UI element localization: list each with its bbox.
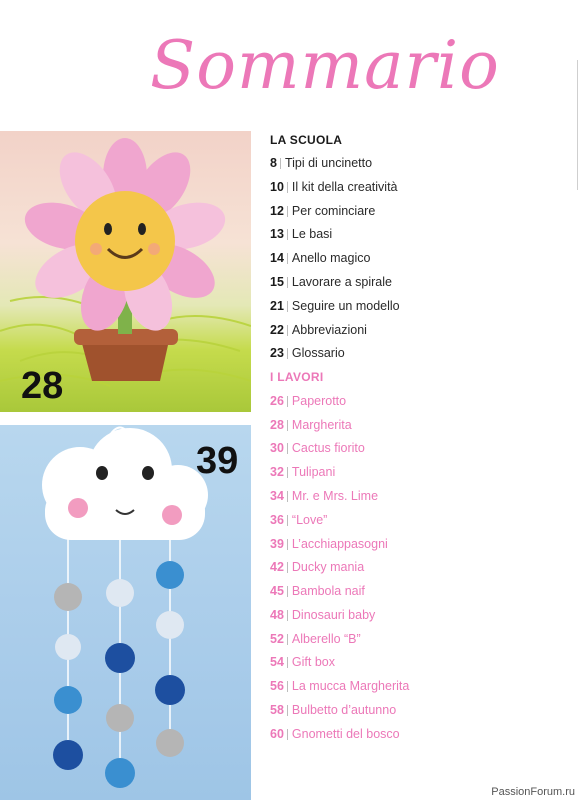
page-title bbox=[150, 18, 500, 128]
toc-page-number: 52 bbox=[270, 632, 284, 646]
toc-item[interactable] bbox=[270, 535, 388, 553]
page-title-text: Sommario bbox=[150, 27, 500, 104]
toc-separator bbox=[287, 681, 288, 692]
toc-page-number: 56 bbox=[270, 679, 284, 693]
toc-page-number: 42 bbox=[270, 560, 284, 574]
toc-page-number: 12 bbox=[270, 204, 284, 218]
toc-page-number: 39 bbox=[270, 537, 284, 551]
toc-separator bbox=[287, 277, 288, 288]
toc-title: Cactus fiorito bbox=[291, 441, 365, 455]
toc-title: “Love” bbox=[291, 513, 328, 527]
toc-separator bbox=[287, 420, 288, 431]
toc-page-number: 32 bbox=[270, 465, 284, 479]
toc-title: L’acchiappasogni bbox=[291, 537, 388, 551]
toc-separator bbox=[287, 657, 288, 668]
toc-item[interactable] bbox=[270, 392, 346, 410]
toc-separator bbox=[287, 206, 288, 217]
toc-separator bbox=[287, 182, 288, 193]
toc-item[interactable] bbox=[270, 154, 372, 172]
toc-page-number: 14 bbox=[270, 251, 284, 265]
toc-page-number: 45 bbox=[270, 584, 284, 598]
toc-title: Anello magico bbox=[291, 251, 371, 265]
toc-title: Gift box bbox=[291, 655, 335, 669]
toc-separator bbox=[287, 253, 288, 264]
toc-title: Per cominciare bbox=[291, 204, 376, 218]
toc-separator bbox=[287, 586, 288, 597]
toc-page-number: 58 bbox=[270, 703, 284, 717]
toc-item[interactable] bbox=[270, 225, 332, 243]
toc-page-number: 34 bbox=[270, 489, 284, 503]
toc-page-number: 23 bbox=[270, 346, 284, 360]
toc-separator bbox=[287, 348, 288, 359]
toc-title: Mr. e Mrs. Lime bbox=[291, 489, 379, 503]
toc-title: Bulbetto d’autunno bbox=[291, 703, 397, 717]
toc-separator bbox=[287, 729, 288, 740]
toc-item[interactable] bbox=[270, 321, 367, 339]
toc-separator bbox=[287, 396, 288, 407]
watermark: PassionForum.ru bbox=[491, 786, 575, 798]
toc-page-number: 54 bbox=[270, 655, 284, 669]
toc-title: Ducky mania bbox=[291, 560, 365, 574]
margin-rule bbox=[577, 60, 578, 190]
toc-separator bbox=[287, 443, 288, 454]
toc-title: Gnometti del bosco bbox=[291, 727, 400, 741]
photo-number-39: 39 bbox=[196, 440, 239, 482]
toc-page-number: 60 bbox=[270, 727, 284, 741]
toc-item[interactable] bbox=[270, 202, 375, 220]
toc-title: Margherita bbox=[291, 418, 352, 432]
section-heading-i-lavori: I LAVORI bbox=[270, 370, 324, 384]
toc-page-number: 26 bbox=[270, 394, 284, 408]
toc-page-number: 10 bbox=[270, 180, 284, 194]
toc-title: Dinosauri baby bbox=[291, 608, 376, 622]
toc-page-number: 13 bbox=[270, 227, 284, 241]
toc-title: Paperotto bbox=[291, 394, 347, 408]
toc-item[interactable] bbox=[270, 439, 365, 457]
toc-separator bbox=[287, 610, 288, 621]
toc-title: Bambola naif bbox=[291, 584, 365, 598]
toc-separator bbox=[287, 229, 288, 240]
toc-separator bbox=[287, 539, 288, 550]
toc-page-number: 21 bbox=[270, 299, 284, 313]
toc-item[interactable] bbox=[270, 511, 327, 529]
toc-separator bbox=[287, 301, 288, 312]
toc-page-number: 15 bbox=[270, 275, 284, 289]
toc-item[interactable] bbox=[270, 416, 352, 434]
toc-separator bbox=[287, 705, 288, 716]
toc-title: Alberello “B” bbox=[291, 632, 361, 646]
toc-item[interactable] bbox=[270, 344, 345, 362]
toc-separator bbox=[287, 467, 288, 478]
toc-page-number: 22 bbox=[270, 323, 284, 337]
toc-separator bbox=[287, 562, 288, 573]
toc-item[interactable] bbox=[270, 606, 375, 624]
toc-item[interactable] bbox=[270, 178, 398, 196]
toc-item[interactable] bbox=[270, 463, 335, 481]
toc-title: Tulipani bbox=[291, 465, 336, 479]
section-heading-la-scuola: LA SCUOLA bbox=[270, 133, 343, 147]
toc-item[interactable] bbox=[270, 249, 370, 267]
toc-item[interactable] bbox=[270, 558, 364, 576]
toc-title: Il kit della creatività bbox=[291, 180, 398, 194]
toc-item[interactable] bbox=[270, 653, 335, 671]
toc-title: Seguire un modello bbox=[291, 299, 400, 313]
toc-title: Tipi di uncinetto bbox=[284, 156, 373, 170]
toc-item[interactable] bbox=[270, 297, 400, 315]
toc-title: Abbreviazioni bbox=[291, 323, 367, 337]
toc-separator bbox=[287, 634, 288, 645]
toc-separator bbox=[287, 491, 288, 502]
toc-item[interactable] bbox=[270, 630, 361, 648]
toc-item[interactable] bbox=[270, 725, 400, 743]
toc-title: La mucca Margherita bbox=[291, 679, 410, 693]
toc-title: Glossario bbox=[291, 346, 345, 360]
toc-separator bbox=[287, 515, 288, 526]
toc-page-number: 28 bbox=[270, 418, 284, 432]
toc-separator bbox=[280, 158, 281, 169]
toc-page-number: 30 bbox=[270, 441, 284, 455]
toc-page-number: 36 bbox=[270, 513, 284, 527]
toc-separator bbox=[287, 325, 288, 336]
toc-item[interactable] bbox=[270, 701, 396, 719]
toc-title: Le basi bbox=[291, 227, 333, 241]
photo-number-28: 28 bbox=[21, 365, 64, 407]
toc-item[interactable] bbox=[270, 582, 365, 600]
toc-item[interactable] bbox=[270, 677, 409, 695]
toc-item[interactable] bbox=[270, 487, 378, 505]
toc-page-number: 48 bbox=[270, 608, 284, 622]
toc-page-number: 8 bbox=[270, 156, 277, 170]
toc-title: Lavorare a spirale bbox=[291, 275, 392, 289]
toc-item[interactable] bbox=[270, 273, 392, 291]
